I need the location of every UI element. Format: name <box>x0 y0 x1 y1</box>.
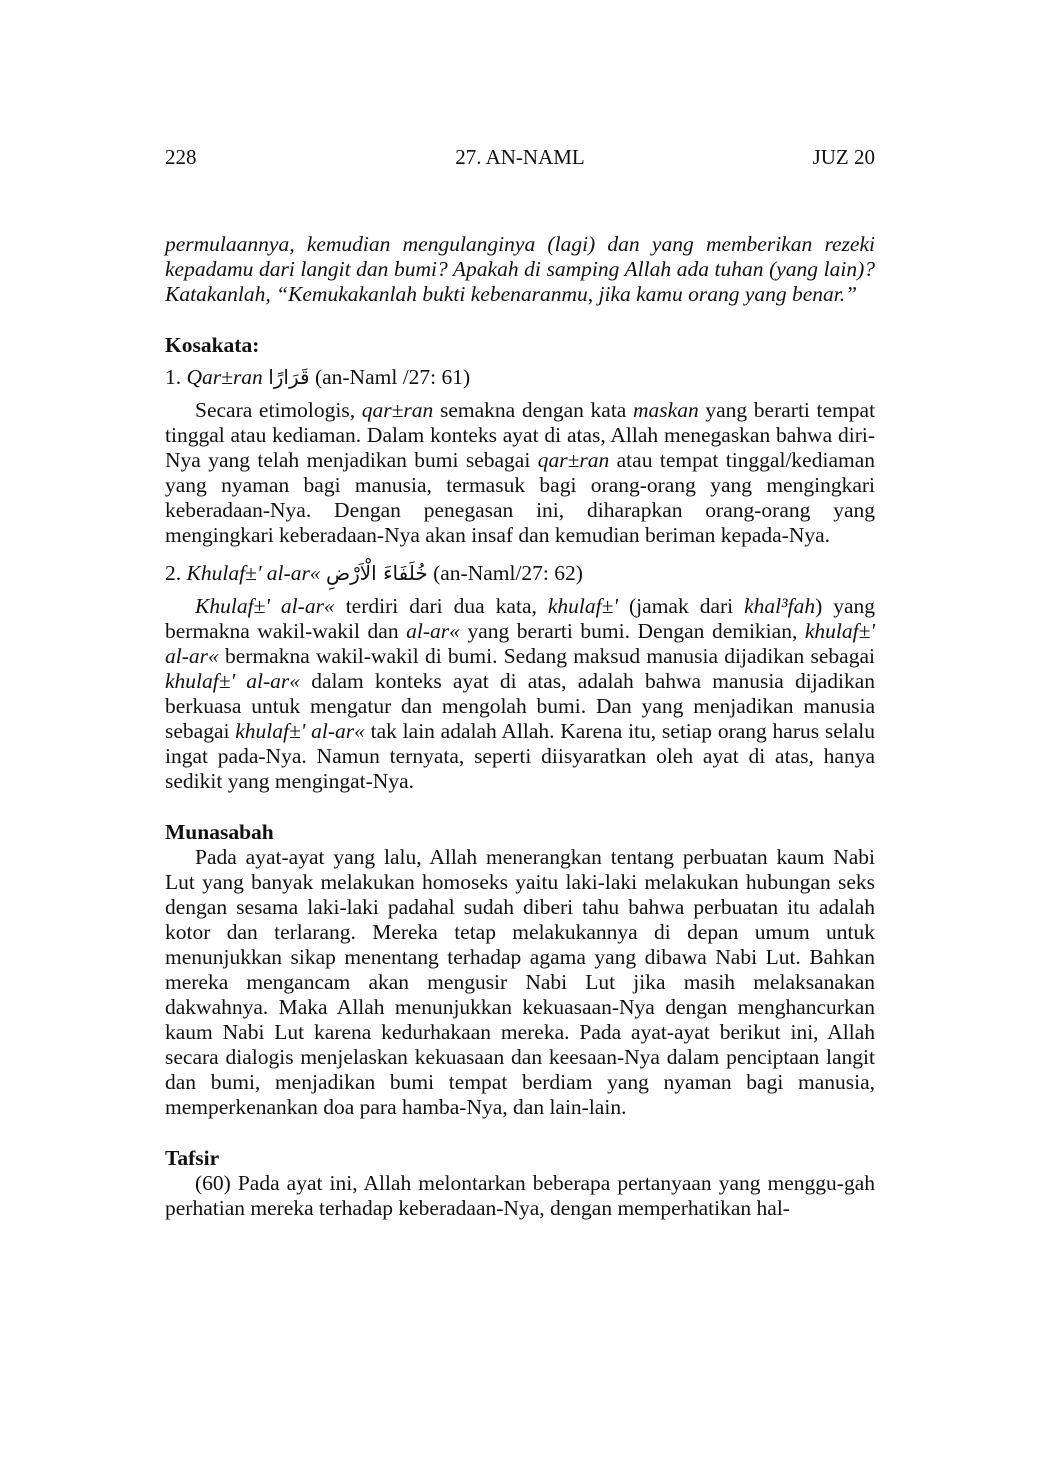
tafsir-paragraph: (60) Pada ayat ini, Allah melontarkan beberapa pertanyaan yang menggu-gah perhatian mereka terhadap keberadaan-Nya, dengan memperhatikan hal- <box>165 1171 875 1220</box>
text-run: terdiri dari dua kata, <box>345 594 537 618</box>
kosakata-heading: Kosakata: <box>165 333 260 357</box>
entry-arabic: قَرَارًا <box>268 365 310 389</box>
vocab-entry-2-paragraph <box>165 594 875 794</box>
italic-term: qar±ran <box>537 448 610 472</box>
vocab-entry-1-paragraph <box>165 398 875 548</box>
munasabah-paragraph: Pada ayat-ayat yang lalu, Allah menerangkan tentang perbuatan kaum Nabi Lut yang banyak melakukan homoseks yaitu laki-laki melakukan hubungan seks dengan sesama laki-laki padahal sudah diberi tahu bahwa perbuatan itu adalah kotor dan terlarang. Mereka tetap melakukannya di depan umum untuk menunjukkan sikap menentang terhadap agama yang dibawa Nabi Lut. Bahkan mereka mengancam akan mengusir Nabi Lut jika masih melaksanakan dakwahnya. Maka Allah menunjukkan kekuasaan-Nya dengan menghancurkan kaum Nabi Lut karena kedurhakaan mereka. Pada ayat-ayat berikut ini, Allah secara dialogis menjelaskan kekuasaan dan keesaan-Nya dalam penciptaan langit dan bumi, menjadikan bumi tempat berdiam yang nyaman bagi manusia, memperkenankan doa para hamba-Nya, dan lain-lain. <box>165 845 875 1119</box>
italic-term: khal³fah <box>744 594 816 618</box>
italic-term: khulaf±' al-ar« <box>165 619 876 668</box>
italic-term: Khulaf±' al-ar« <box>195 594 335 618</box>
italic-term: al-ar« <box>406 619 460 643</box>
entry-reference: (an-Naml /27: 61) <box>314 365 471 389</box>
text-run: ) yang bermakna wakil-wakil dan <box>165 594 876 643</box>
text-run: dalam konteks ayat di atas, adalah bahwa manusia dijadikan berkuasa untuk mengatur dan mengolah bumi. Dan yang menjadikan manusia sebagai <box>165 669 876 743</box>
tafsir-heading: Tafsir <box>165 1146 220 1170</box>
running-header <box>165 145 875 173</box>
text-run: yang berarti tempat tinggal atau kediaman. Dalam konteks ayat di atas, Allah menegaskan bahwa diri-Nya yang telah menjadikan bumi sebagai <box>165 398 876 472</box>
entry-term: Khulaf±' al-ar« <box>186 561 321 585</box>
entry-arabic: خُلَفَاءَ الْاَرْضِ <box>325 561 428 585</box>
vocab-entry-1 <box>165 365 875 390</box>
entry-term: Qar±ran <box>186 365 263 389</box>
text-run: Secara etimologis, <box>195 398 356 422</box>
text-run: semakna dengan kata <box>439 398 627 422</box>
munasabah-heading: Munasabah <box>165 820 274 844</box>
italic-term: qar±ran <box>361 398 434 422</box>
chapter-title: 27. AN-NAML <box>455 145 585 169</box>
italic-term: khulaf±' al-ar« <box>165 669 301 693</box>
text-run: yang berarti bumi. Dengan demikian, <box>467 619 798 643</box>
page-number: 228 <box>165 145 197 169</box>
italic-term: khulaf±' <box>547 594 619 618</box>
text-run: (jamak dari <box>629 594 734 618</box>
text-run: bermakna wakil-wakil di bumi. Sedang maksud manusia dijadikan sebagai <box>225 644 875 668</box>
text-run: atau tempat tinggal/kediaman yang nyaman bagi manusia, termasuk bagi orang-orang yang mengingkari keberadaan-Nya. Dengan penegasan ini, diharapkan orang-orang yang mengingkari keberadaan-Nya akan insaf dan kemudian beriman kepada-Nya. <box>165 448 875 547</box>
entry-reference: (an-Naml/27: 62) <box>433 561 583 585</box>
document-page <box>165 145 875 1221</box>
vocab-entry-2 <box>165 561 875 586</box>
translation-quote: permulaannya, kemudian mengulanginya (lagi) dan yang memberikan rezeki kepadamu dari langit dan bumi? Apakah di samping Allah ada tuhan (yang lain)? Katakanlah, “Kemukakanlah bukti kebenaranmu, jika kamu orang yang benar.” <box>165 232 875 306</box>
italic-term: khulaf±' al-ar« <box>235 719 365 743</box>
text-run: tak lain adalah Allah. Karena itu, setiap orang harus selalu ingat pada-Nya. Namun ternyata, seperti diisyaratkan oleh ayat di atas, hanya sedikit yang mengingat-Nya. <box>165 719 876 793</box>
italic-term: maskan <box>633 398 699 422</box>
entry-number: 1. <box>165 365 182 389</box>
juz-label: JUZ 20 <box>812 145 875 169</box>
entry-number: 2. <box>165 561 182 585</box>
